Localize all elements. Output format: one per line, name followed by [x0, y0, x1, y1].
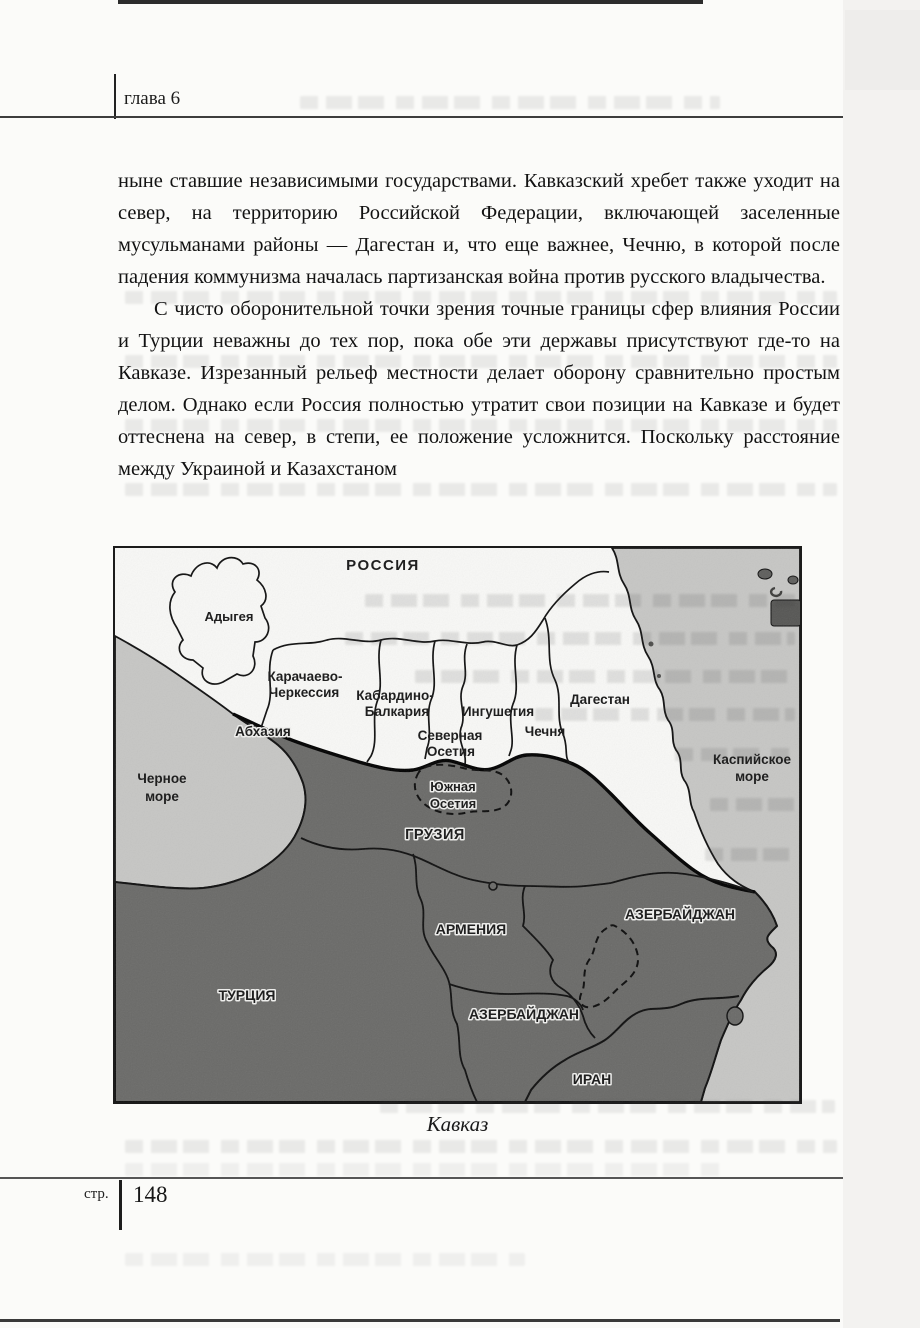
scan-edge-shading — [843, 0, 920, 1328]
bleed-through-artifact — [125, 1140, 837, 1153]
map-label-caspian-sea: Каспийское — [712, 752, 792, 767]
map-label-chechnya: Чечня — [524, 724, 566, 739]
map-label-karachay-cherkessia: Черкессия — [268, 685, 340, 700]
map-label-ingushetia: Ингушетия — [461, 704, 535, 719]
map-caption: Кавказ — [426, 1112, 489, 1136]
map-label-north-ossetia: Осетия — [426, 744, 476, 759]
caucasus-map-figure — [115, 548, 800, 1102]
footer-divider — [119, 1180, 122, 1230]
map-label-black-sea: море — [145, 789, 179, 804]
header-rule — [0, 116, 843, 118]
map-label-karachay-cherkessia: Карачаево- — [267, 669, 343, 684]
map-label-azerbaijan-exclave: АЗЕРБАЙДЖАН — [468, 1006, 580, 1022]
scan-grain-texture — [115, 548, 800, 1102]
page-number: 148 — [133, 1182, 168, 1207]
caucasus-map — [113, 546, 802, 1104]
map-label-kabardino-balkaria: Кабардино- — [356, 688, 434, 703]
scan-bottom-bar-artifact — [0, 1319, 840, 1322]
map-label-south-ossetia: Осетия — [429, 796, 477, 811]
map-label-kabardino-balkaria: Балкария — [364, 704, 430, 719]
bleed-through-artifact — [300, 96, 720, 109]
map-label-armenia: АРМЕНИЯ — [435, 921, 507, 937]
chapter-header: глава 6 — [124, 88, 181, 109]
paragraph: ныне ставшие независимыми государствами. Кавказский хребет также уходит на север, на территорию Российской Федерации, включающей заселенные мусульманами районы — Дагестан и, что еще важнее, Чечню, в которой после падения коммунизма началась партизанская война против русского владычества. — [118, 170, 840, 288]
scan-corner-shading — [845, 10, 920, 90]
footer-page-label: стр. — [84, 1186, 109, 1202]
map-label-iran: ИРАН — [572, 1071, 612, 1087]
scan-top-bar-artifact — [118, 0, 703, 4]
map-label-turkey: ТУРЦИЯ — [218, 987, 276, 1003]
map-label-north-ossetia: Северная — [417, 728, 483, 743]
map-label-russia: РОССИЯ — [346, 557, 420, 574]
map-label-caspian-sea: море — [735, 769, 769, 784]
map-label-south-ossetia: Южная — [430, 779, 476, 794]
map-label-black-sea: Черное — [137, 771, 187, 786]
bleed-through-artifact — [125, 1253, 525, 1266]
map-label-georgia: ГРУЗИЯ — [405, 827, 465, 843]
map-label-azerbaijan: АЗЕРБАЙДЖАН — [624, 906, 736, 922]
body-text — [118, 165, 840, 485]
paragraph: С чисто оборонительной точки зрения точные границы сфер влияния России и Турции неважны до тех пор, пока обе эти державы присутствуют где-то на Кавказе. Изрезанный рельеф местности делает оборону сравнительно простым делом. Однако если Россия полностью утратит свои позиции на Кавказе и будет оттеснена на север, в степи, ее положение усложнится. Поскольку расстояние между Украиной и Казахстаном — [118, 298, 840, 480]
bleed-through-artifact — [125, 1163, 725, 1176]
footer-rule — [0, 1177, 843, 1179]
map-label-dagestan: Дагестан — [570, 692, 630, 707]
map-label-abkhazia: Абхазия — [235, 724, 291, 739]
chapter-header-divider — [114, 74, 116, 119]
map-label-adygea: Адыгея — [204, 609, 254, 624]
